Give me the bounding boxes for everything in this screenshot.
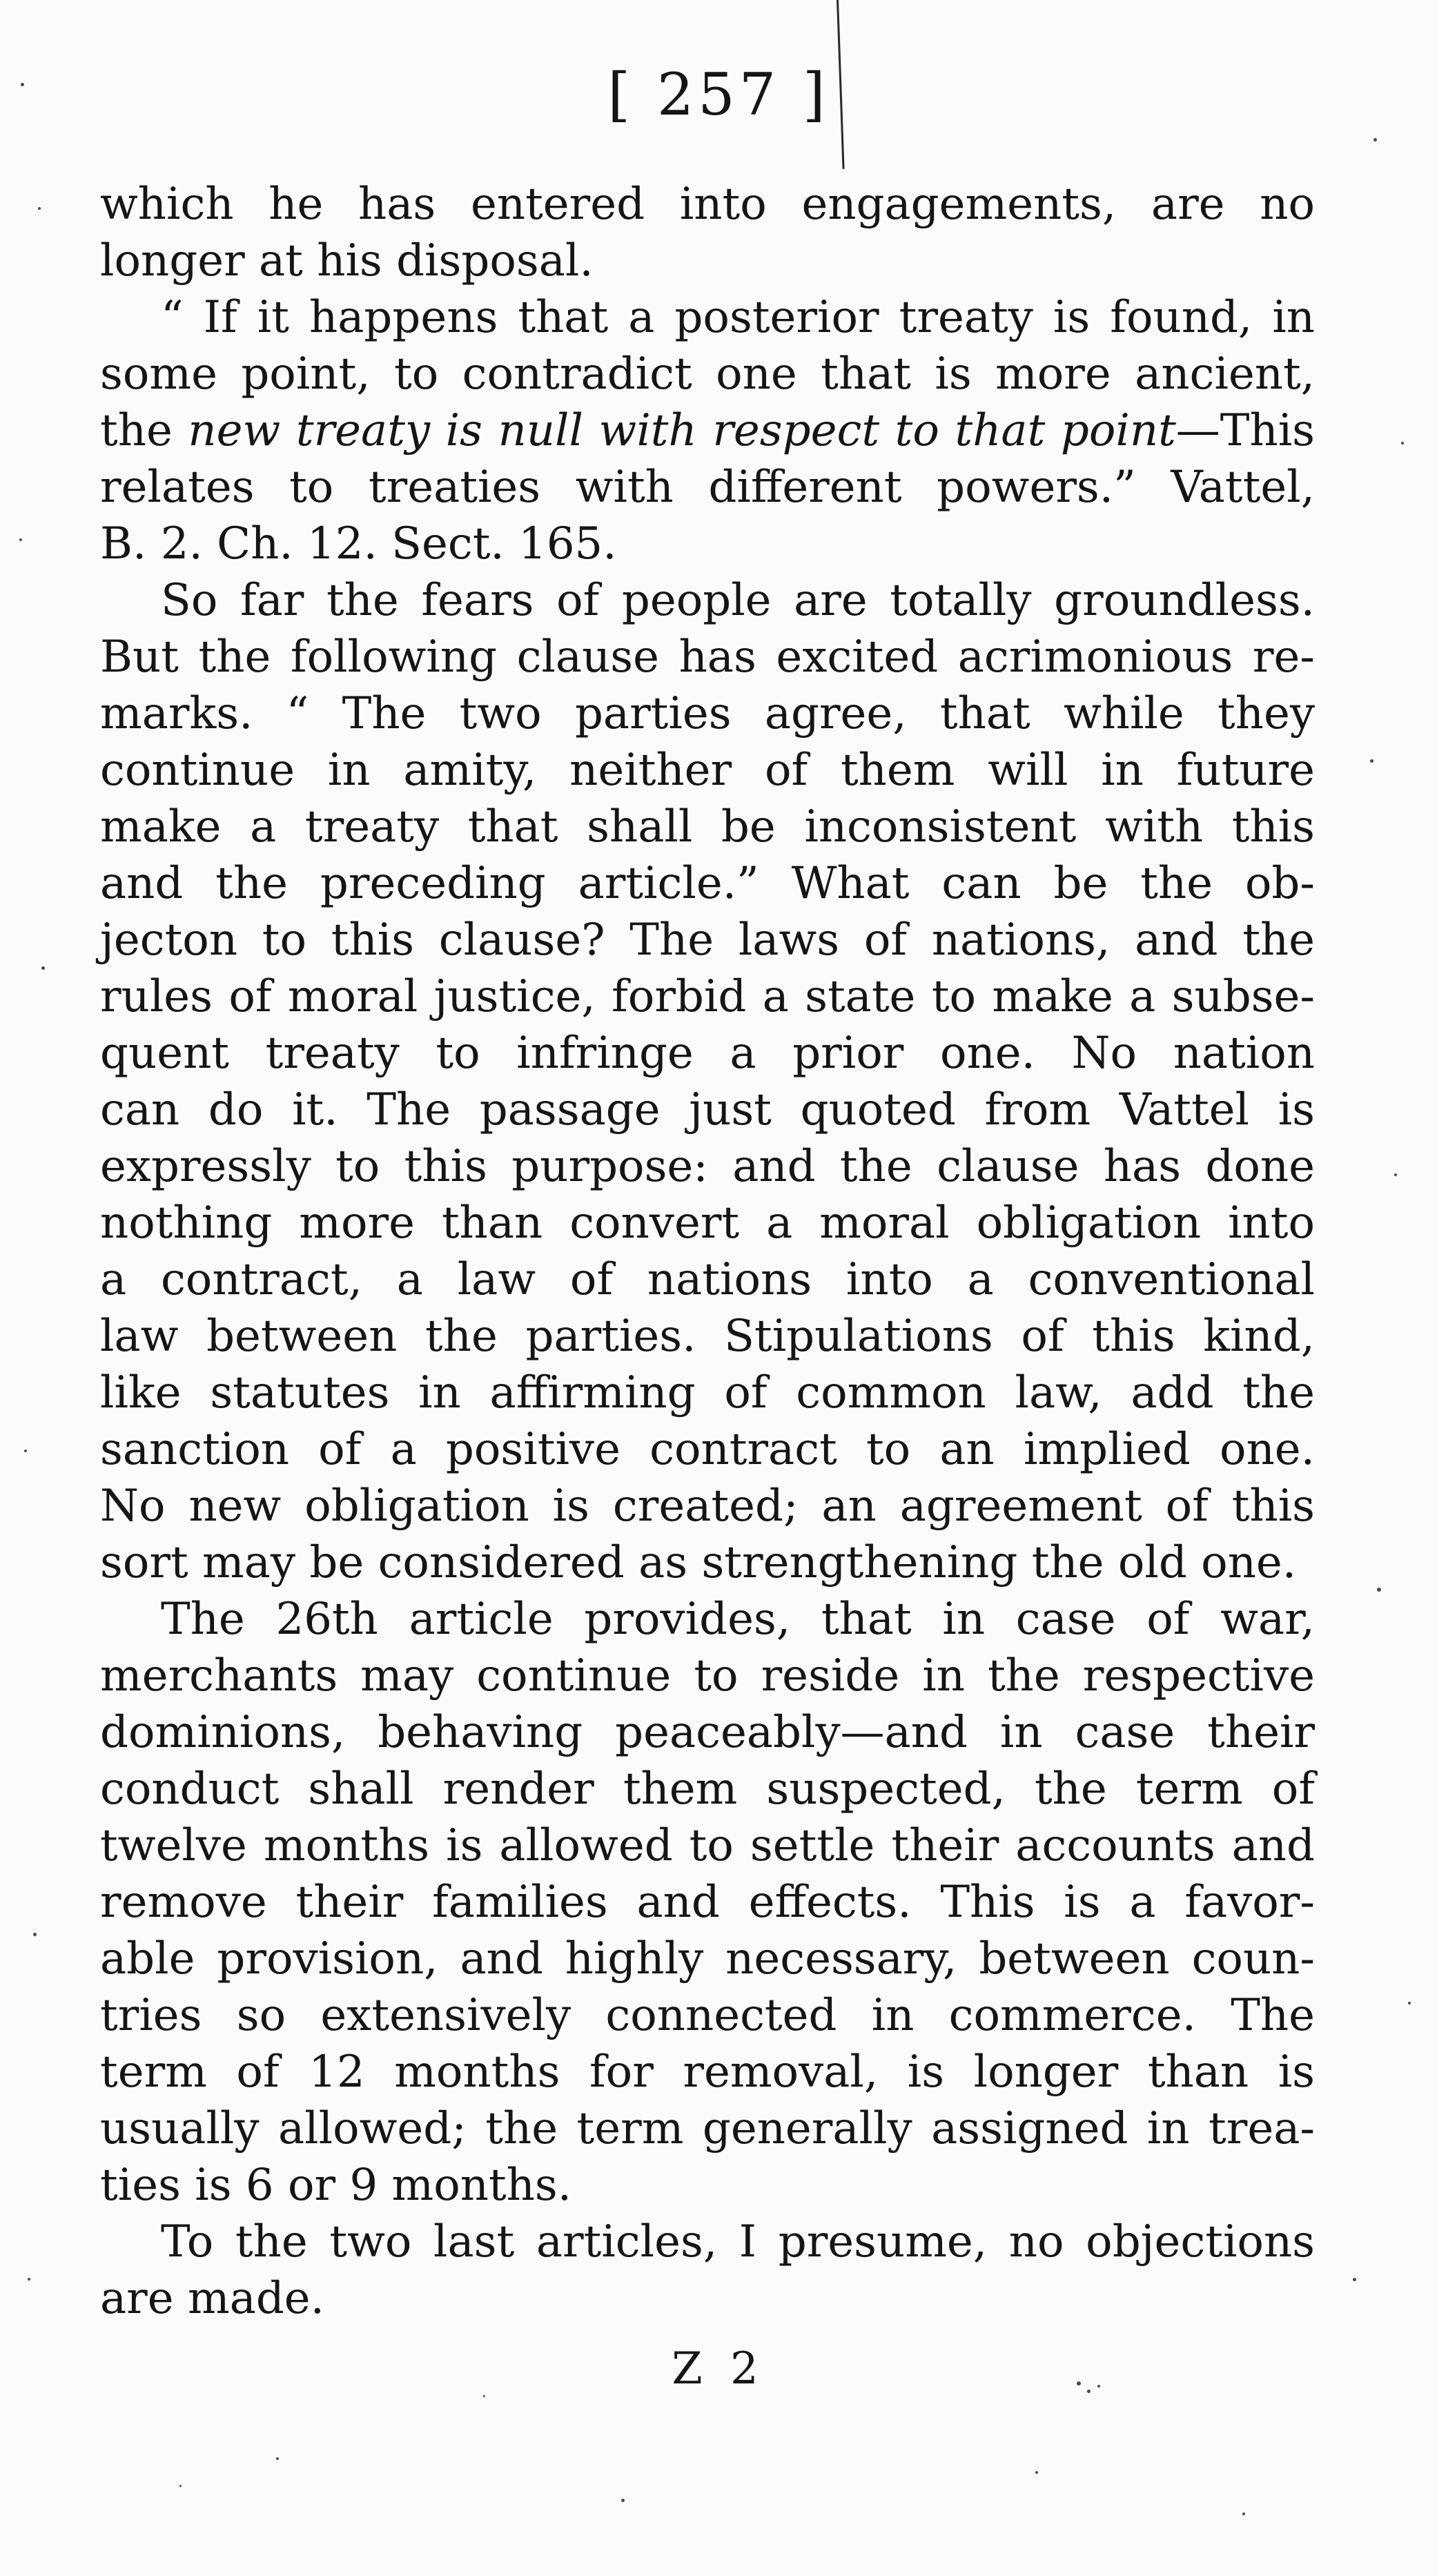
text-line (100, 2100, 1315, 2157)
text-line (100, 1082, 1315, 1138)
paper-speck (1401, 442, 1404, 445)
text-run: So far the fears of people are totally groundless. (161, 575, 1315, 626)
text-line (100, 1534, 1315, 1591)
body-text (100, 176, 1315, 2327)
italic-phrase: new treaty is null with respect to that point (188, 405, 1176, 456)
text-line (100, 1761, 1315, 1817)
text-line (100, 1138, 1315, 1195)
text-line (100, 1874, 1315, 1931)
paper-speck (28, 2278, 30, 2281)
paper-speck (1394, 1173, 1397, 1176)
paper-speck (1087, 2390, 1091, 2393)
text-line (100, 1817, 1315, 1874)
text-run: usually allowed; the term generally assigned in trea- (100, 2103, 1315, 2154)
paper-speck (1370, 759, 1374, 763)
text-run: law between the parties. Stipulations of this kind, (100, 1311, 1315, 1362)
paper-speck (483, 2395, 485, 2397)
paper-speck (19, 538, 22, 541)
text-line (100, 2214, 1315, 2270)
paper-speck (1377, 1588, 1381, 1592)
text-line (100, 968, 1315, 1025)
text-line (100, 346, 1315, 402)
text-line (100, 572, 1315, 629)
text-run: a contract, a law of nations into a conventional (100, 1254, 1315, 1305)
text-run: sanction of a positive contract to an implied one. (100, 1424, 1315, 1475)
text-line (100, 912, 1315, 968)
text-run: longer at his disposal. (100, 235, 594, 286)
text-run: tries so extensively connected in commerce. The (100, 1990, 1315, 2041)
text-line (100, 1195, 1315, 1251)
text-run: twelve months is allowed to settle their accounts and (100, 1820, 1315, 1871)
text-line (100, 2270, 1315, 2327)
paper-speck (1035, 2471, 1038, 2474)
paper-speck (276, 2457, 279, 2460)
text-run: dominions, behaving peaceably—and in case their (100, 1707, 1315, 1758)
text-run: remove their families and effects. This is a favor- (100, 1877, 1315, 1928)
text-line (100, 1648, 1315, 1704)
text-run: the (100, 405, 188, 456)
text-line (100, 685, 1315, 742)
text-line (100, 233, 1315, 289)
text-line (100, 1025, 1315, 1082)
text-run: term of 12 months for removal, is longer than is (100, 2047, 1315, 2098)
text-run: can do it. The passage just quoted from Vattel is (100, 1084, 1315, 1135)
text-line (100, 176, 1315, 233)
page-number-header: [ 257 ] (607, 61, 830, 128)
paper-speck (179, 2485, 182, 2487)
paper-speck (33, 1933, 37, 1936)
text-run: able provision, and highly necessary, between coun- (100, 1933, 1315, 1984)
text-line (100, 289, 1315, 346)
text-line (100, 1251, 1315, 1308)
text-run: To the two last articles, I presume, no objections (161, 2216, 1315, 2267)
text-line (100, 629, 1315, 685)
text-run: which he has entered into engagements, are no (100, 179, 1315, 230)
paper-speck (1097, 2385, 1100, 2388)
paper-speck (1353, 2278, 1356, 2281)
text-line (100, 402, 1315, 459)
text-line (100, 1365, 1315, 1421)
text-run: No new obligation is created; an agreement of this (100, 1481, 1315, 1532)
text-line (100, 1704, 1315, 1761)
text-run: But the following clause has excited acrimonious re- (100, 632, 1315, 683)
text-line (100, 1308, 1315, 1365)
text-run: The 26th article provides, that in case of war, (161, 1594, 1315, 1645)
text-run: relates to treaties with different powers.” Vattel, (100, 462, 1315, 513)
text-line (100, 799, 1315, 855)
text-run: B. 2. Ch. 12. Sect. 165. (100, 518, 617, 569)
paper-speck (1374, 138, 1377, 142)
text-run: like statutes in affirming of common law, add the (100, 1367, 1315, 1418)
paper-speck (38, 207, 41, 210)
text-line (100, 1591, 1315, 1648)
paper-speck (1408, 2002, 1411, 2004)
text-line (100, 1421, 1315, 1478)
text-run: make a treaty that shall be inconsistent with this (100, 801, 1315, 852)
text-run: are made. (100, 2273, 324, 2324)
text-run: quent treaty to infringe a prior one. No nation (100, 1028, 1315, 1079)
text-run: rules of moral justice, forbid a state to make a subse- (100, 971, 1315, 1022)
text-line (100, 1987, 1315, 2044)
text-run: “ If it happens that a posterior treaty is found, in (161, 292, 1315, 343)
text-run: conduct shall render them suspected, the term of (100, 1764, 1315, 1815)
paper-speck (41, 966, 45, 970)
text-run: merchants may continue to reside in the respective (100, 1650, 1315, 1701)
text-line (100, 742, 1315, 799)
text-line (100, 516, 1315, 572)
text-run: expressly to this purpose: and the clause has done (100, 1141, 1315, 1192)
text-run: some point, to contradict one that is more ancient, (100, 349, 1315, 400)
paper-speck (621, 2499, 625, 2502)
text-line (100, 855, 1315, 912)
text-run: and the preceding article.” What can be the ob- (100, 858, 1315, 909)
text-run: ties is 6 or 9 months. (100, 2160, 572, 2211)
text-line (100, 1931, 1315, 1987)
text-line (100, 459, 1315, 516)
text-line (100, 2044, 1315, 2100)
text-run: nothing more than convert a moral obligation into (100, 1198, 1315, 1249)
text-line (100, 2157, 1315, 2214)
paper-speck (1242, 2512, 1245, 2515)
text-line (100, 1478, 1315, 1534)
paper-speck (21, 83, 24, 86)
text-run: marks. “ The two parties agree, that while they (100, 688, 1315, 739)
text-run: continue in amity, neither of them will in future (100, 745, 1315, 796)
text-run: sort may be considered as strengthening the old one. (100, 1537, 1297, 1588)
signature-mark: Z 2 (672, 2343, 765, 2394)
paper-speck (1077, 2381, 1081, 2385)
text-run: —This (1175, 405, 1316, 456)
paper-speck (24, 1450, 27, 1452)
text-run: jecton to this clause? The laws of nations, and the (100, 915, 1315, 966)
